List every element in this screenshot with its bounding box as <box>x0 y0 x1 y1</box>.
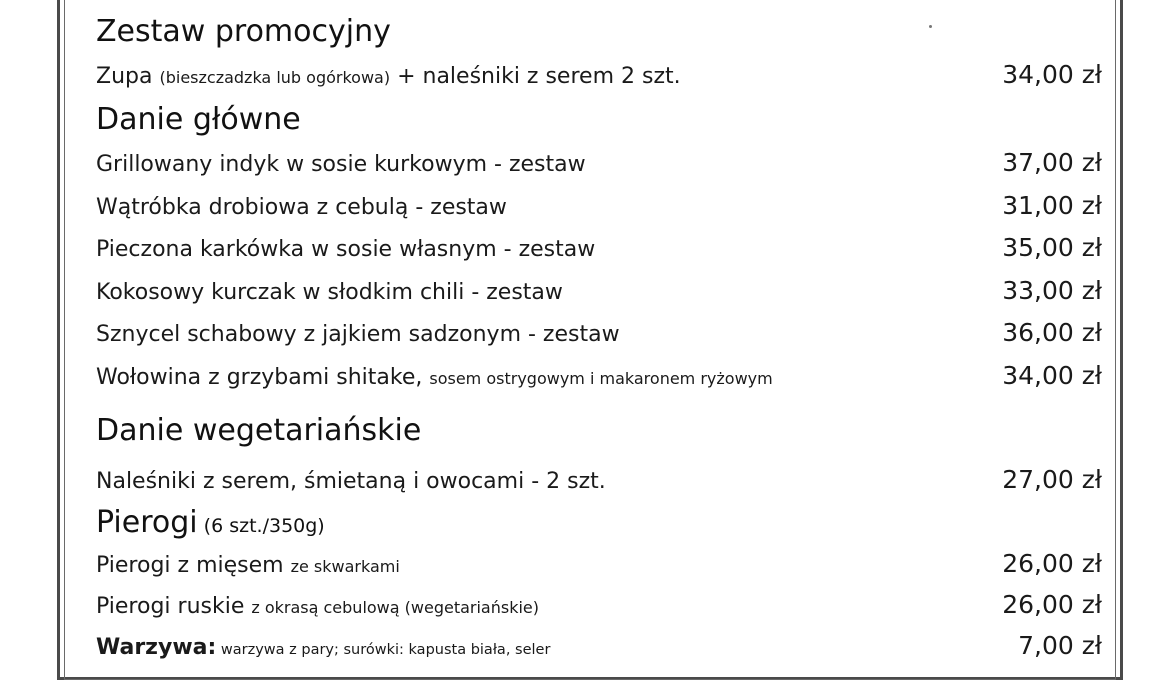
item-name: Wołowina z grzybami shitake, <box>96 365 430 390</box>
menu-item <box>96 189 1102 223</box>
menu-item <box>96 463 1102 497</box>
item-price: 7,00 zł <box>1018 631 1102 660</box>
item-name: Pierogi z mięsem <box>96 553 291 578</box>
section-title-main: Danie główne <box>96 102 301 137</box>
item-price: 37,00 zł <box>1002 148 1102 177</box>
section-title-note: (6 szt./350g) <box>197 515 325 537</box>
item-price: 35,00 zł <box>1002 233 1102 262</box>
item-name: Pieczona karkówka w sosie własnym - zestaw <box>96 237 596 262</box>
item-price: 27,00 zł <box>1002 465 1102 494</box>
item-note: (bieszczadzka lub ogórkowa) <box>159 68 391 87</box>
item-name: Grillowany indyk w sosie kurkowym - zestaw <box>96 152 586 177</box>
speck <box>929 25 932 28</box>
menu-item <box>96 547 1102 581</box>
item-name: Wątróbka drobiowa z cebulą - zestaw <box>96 195 507 220</box>
item-name-rest: + naleśniki z serem 2 szt. <box>390 64 681 89</box>
menu-item <box>96 58 1102 92</box>
item-name: Naleśniki z serem, śmietaną i owocami - 2 szt. <box>96 469 606 494</box>
menu-item <box>96 146 1102 180</box>
item-name: Pierogi ruskie <box>96 594 252 619</box>
item-price: 31,00 zł <box>1002 191 1102 220</box>
section-title-promo: Zestaw promocyjny <box>96 14 391 49</box>
menu-item <box>96 231 1102 265</box>
item-note: z okrasą cebulową (wegetariańskie) <box>251 598 540 617</box>
item-note: ze skwarkami <box>290 557 400 576</box>
menu-item <box>96 588 1102 622</box>
item-name: Zupa <box>96 64 160 89</box>
item-name: Kokosowy kurczak w słodkim chili - zestaw <box>96 280 563 305</box>
item-price: 33,00 zł <box>1002 276 1102 305</box>
menu-item <box>96 274 1102 308</box>
section-title-text: Pierogi <box>96 505 198 540</box>
item-note: sosem ostrygowym i makaronem ryżowym <box>429 369 773 388</box>
menu-item <box>96 359 1102 393</box>
item-note: warzywa z pary; surówki: kapusta biała, seler <box>216 642 551 658</box>
item-name: Warzywa: <box>96 635 217 660</box>
menu-item <box>96 316 1102 350</box>
item-price: 34,00 zł <box>1002 361 1102 390</box>
item-price: 36,00 zł <box>1002 318 1102 347</box>
item-price: 34,00 zł <box>1002 60 1102 89</box>
item-price: 26,00 zł <box>1002 549 1102 578</box>
section-title-pierogi <box>96 505 325 544</box>
menu-item-warzywa <box>96 629 1102 663</box>
item-name: Sznycel schabowy z jajkiem sadzonym - zestaw <box>96 322 620 347</box>
section-title-vegetarian: Danie wegetariańskie <box>96 413 422 448</box>
item-price: 26,00 zł <box>1002 590 1102 619</box>
